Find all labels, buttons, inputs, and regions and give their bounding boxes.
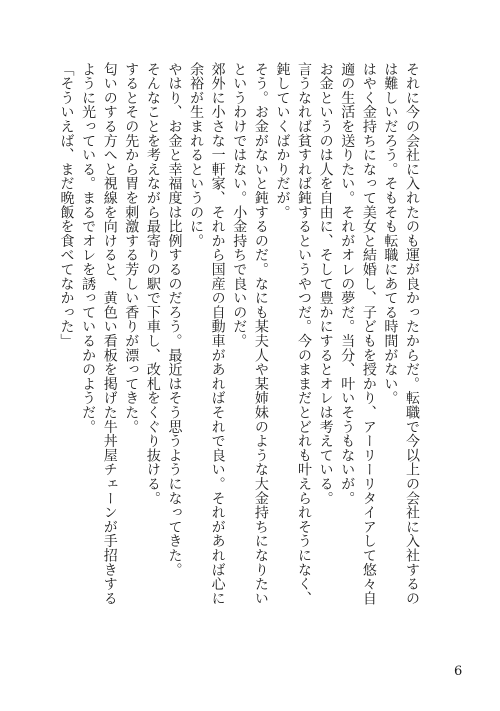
paragraph-4: 言うなれば貧すれば鈍するというやつだ。今のままだとどれも叶えられそうになく、鈍していくばかりだが。 <box>274 62 313 606</box>
page-number: 6 <box>454 664 463 679</box>
paragraph-6: 郊外に小さな一軒家、それから国産の自動車があればそれで良い。それがあれば心に余裕が生まれるというのに。 <box>188 62 226 606</box>
paragraph-1: それに今の会社に入れたのも運が良かったからだ。転職で今以上の会社に入社するのは難しいだろう。そもそも転職にあてる時間がない。 <box>382 62 420 606</box>
paragraph-10: 匂いのする方へと視線を向けると、黄色い看板を掲げた牛丼屋チェーンが手招きするように光っている。まるでオレを誘っているかのようだ。 <box>80 62 118 606</box>
paragraph-7: やはり、お金と幸福度は比例するのだろう。最近はそう思うようになってきた。 <box>166 62 183 577</box>
paragraph-8: そんなことを考えながら最寄りの駅で下車し、改札をくぐり抜ける。 <box>144 62 161 506</box>
vertical-text-body <box>58 62 422 612</box>
paragraph-11: 「そういえば、まだ晩飯を食べてなかった」 <box>58 62 75 348</box>
paragraph-9: するとその先から胃を刺激する芳しい香りが漂ってきた。 <box>123 62 140 434</box>
paragraph-5: そう。お金がないと鈍するのだ。なにも某夫人や某姉妹のような大金持ちになりたいというわけではない。小金持ちで良いのだ。 <box>231 62 269 606</box>
paragraph-3: お金というのは人を自由に、そして豊かにするとオレは考えている。 <box>317 62 334 506</box>
paragraph-2: はやく金持ちになって美女と結婚し、子どもを授かり、アーリーリタイアして悠々自適の生活を送りたい。それがオレの夢だ。当分、叶いそうもないが。 <box>339 62 377 606</box>
